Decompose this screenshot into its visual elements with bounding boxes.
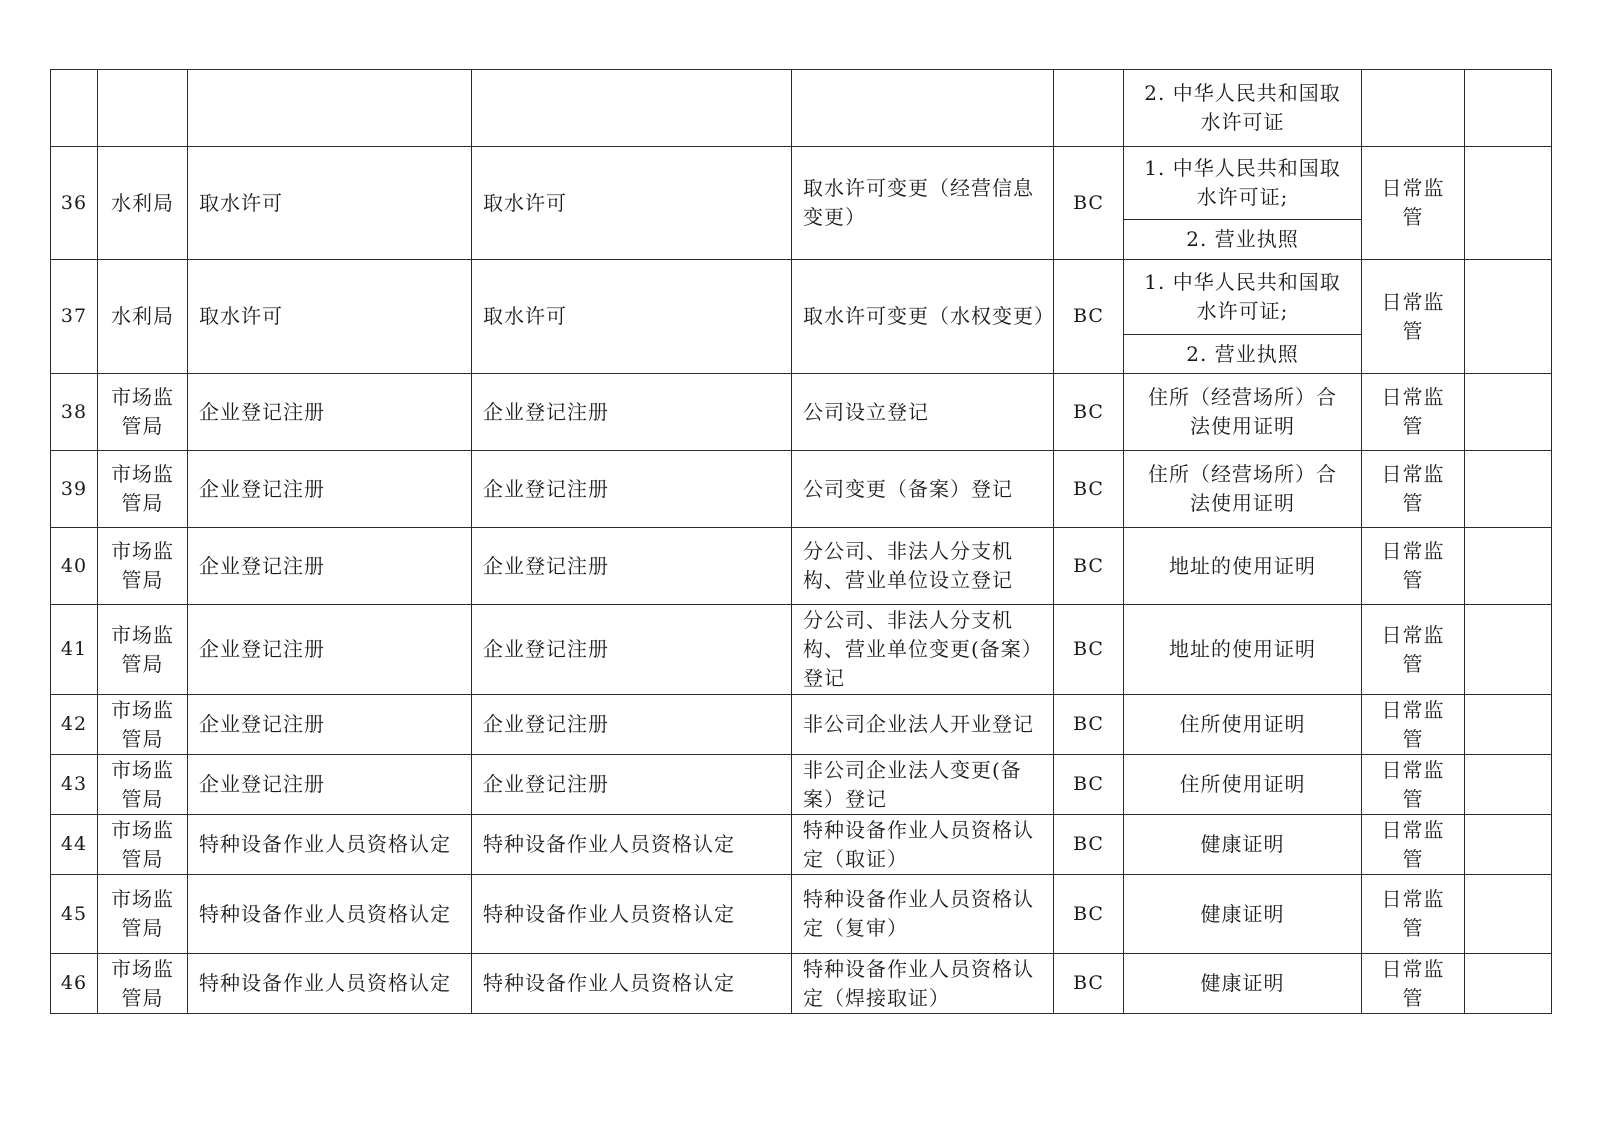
cell-code: BC	[1054, 528, 1124, 605]
cell-business: 取水许可变更（经营信息变更）	[792, 147, 1054, 260]
cell-item: 特种设备作业人员资格认定	[188, 815, 472, 875]
cell-code: BC	[1054, 954, 1124, 1014]
cell-no: 46	[51, 954, 98, 1014]
table-row	[51, 875, 1552, 954]
cell-dept: 水利局	[98, 147, 188, 260]
cell-material: 住所使用证明	[1124, 755, 1362, 815]
cell-sub-item: 取水许可	[472, 260, 792, 374]
cell-code: BC	[1054, 605, 1124, 695]
cell-extra	[1465, 451, 1552, 528]
cell-code: BC	[1054, 755, 1124, 815]
cell-item: 企业登记注册	[188, 528, 472, 605]
cell-sub-item: 企业登记注册	[472, 695, 792, 755]
cell-dept	[98, 70, 188, 147]
cell-material: 地址的使用证明	[1124, 605, 1362, 695]
cell-business: 公司设立登记	[792, 374, 1054, 451]
cell-no: 39	[51, 451, 98, 528]
cell-extra	[1465, 875, 1552, 954]
cell-dept: 市场监管局	[98, 755, 188, 815]
cell-material: 住所（经营场所）合法使用证明	[1124, 374, 1362, 451]
cell-supervision: 日常监管	[1362, 260, 1465, 374]
cell-no: 45	[51, 875, 98, 954]
cell-supervision: 日常监管	[1362, 954, 1465, 1014]
table-row	[51, 695, 1552, 755]
cell-business: 公司变更（备案）登记	[792, 451, 1054, 528]
cell-dept: 市场监管局	[98, 815, 188, 875]
cell-sub-item: 特种设备作业人员资格认定	[472, 815, 792, 875]
cell-code: BC	[1054, 451, 1124, 528]
cell-material: 住所使用证明	[1124, 695, 1362, 755]
cell-material: 健康证明	[1124, 954, 1362, 1014]
cell-sub-item: 取水许可	[472, 147, 792, 260]
cell-business	[792, 70, 1054, 147]
cell-sub-item: 特种设备作业人员资格认定	[472, 875, 792, 954]
cell-no: 44	[51, 815, 98, 875]
cell-dept: 市场监管局	[98, 528, 188, 605]
cell-supervision: 日常监管	[1362, 147, 1465, 260]
cell-dept: 市场监管局	[98, 374, 188, 451]
cell-code	[1054, 70, 1124, 147]
cell-extra	[1465, 954, 1552, 1014]
table-row	[51, 954, 1552, 1014]
table-row	[51, 815, 1552, 875]
cell-material: 地址的使用证明	[1124, 528, 1362, 605]
cell-sub-item: 企业登记注册	[472, 374, 792, 451]
table-row-continued	[51, 70, 1552, 147]
cell-no: 37	[51, 260, 98, 374]
cell-dept: 市场监管局	[98, 605, 188, 695]
cell-item	[188, 70, 472, 147]
cell-extra	[1465, 374, 1552, 451]
cell-material: 2. 中华人民共和国取水许可证	[1124, 70, 1362, 147]
cell-dept: 市场监管局	[98, 451, 188, 528]
table-row	[51, 374, 1552, 451]
cell-no: 36	[51, 147, 98, 260]
cell-item: 取水许可	[188, 147, 472, 260]
cell-item: 企业登记注册	[188, 695, 472, 755]
cell-extra	[1465, 695, 1552, 755]
cell-supervision	[1362, 70, 1465, 147]
cell-item: 企业登记注册	[188, 374, 472, 451]
cell-code: BC	[1054, 260, 1124, 374]
cell-no: 42	[51, 695, 98, 755]
cell-material: 健康证明	[1124, 815, 1362, 875]
cell-material: 1. 中华人民共和国取水许可证;	[1124, 147, 1362, 220]
cell-no	[51, 70, 98, 147]
cell-extra	[1465, 70, 1552, 147]
cell-extra	[1465, 815, 1552, 875]
cell-dept: 水利局	[98, 260, 188, 374]
cell-extra	[1465, 755, 1552, 815]
cell-dept: 市场监管局	[98, 695, 188, 755]
cell-no: 41	[51, 605, 98, 695]
cell-dept: 市场监管局	[98, 875, 188, 954]
table-row	[51, 605, 1552, 695]
cell-code: BC	[1054, 695, 1124, 755]
cell-sub-item: 企业登记注册	[472, 528, 792, 605]
cell-sub-item: 企业登记注册	[472, 605, 792, 695]
cell-supervision: 日常监管	[1362, 695, 1465, 755]
cell-sub-item: 企业登记注册	[472, 451, 792, 528]
cell-business: 特种设备作业人员资格认定（复审）	[792, 875, 1054, 954]
cell-supervision: 日常监管	[1362, 451, 1465, 528]
cell-business: 非公司企业法人变更(备案）登记	[792, 755, 1054, 815]
cell-sub-item: 特种设备作业人员资格认定	[472, 954, 792, 1014]
cell-item: 特种设备作业人员资格认定	[188, 875, 472, 954]
cell-supervision: 日常监管	[1362, 755, 1465, 815]
cell-business: 特种设备作业人员资格认定（取证）	[792, 815, 1054, 875]
cell-code: BC	[1054, 147, 1124, 260]
cell-material: 2. 营业执照	[1124, 335, 1362, 374]
cell-business: 特种设备作业人员资格认定（焊接取证）	[792, 954, 1054, 1014]
cell-business: 分公司、非法人分支机构、营业单位变更(备案）登记	[792, 605, 1054, 695]
cell-material: 住所（经营场所）合法使用证明	[1124, 451, 1362, 528]
cell-business: 分公司、非法人分支机构、营业单位设立登记	[792, 528, 1054, 605]
cell-item: 企业登记注册	[188, 755, 472, 815]
cell-sub-item: 企业登记注册	[472, 755, 792, 815]
cell-item: 特种设备作业人员资格认定	[188, 954, 472, 1014]
cell-no: 40	[51, 528, 98, 605]
cell-item: 企业登记注册	[188, 605, 472, 695]
cell-sub-item	[472, 70, 792, 147]
cell-supervision: 日常监管	[1362, 815, 1465, 875]
cell-extra	[1465, 147, 1552, 260]
table-row	[51, 528, 1552, 605]
cell-extra	[1465, 528, 1552, 605]
cell-material: 健康证明	[1124, 875, 1362, 954]
cell-material: 2. 营业执照	[1124, 220, 1362, 260]
cell-no: 43	[51, 755, 98, 815]
cell-code: BC	[1054, 875, 1124, 954]
cell-item: 取水许可	[188, 260, 472, 374]
cell-business: 取水许可变更（水权变更）	[792, 260, 1054, 374]
cell-extra	[1465, 605, 1552, 695]
cell-no: 38	[51, 374, 98, 451]
cell-extra	[1465, 260, 1552, 374]
cell-code: BC	[1054, 374, 1124, 451]
cell-code: BC	[1054, 815, 1124, 875]
table-row	[51, 451, 1552, 528]
cell-item: 企业登记注册	[188, 451, 472, 528]
cell-supervision: 日常监管	[1362, 374, 1465, 451]
cell-supervision: 日常监管	[1362, 528, 1465, 605]
cell-material: 1. 中华人民共和国取水许可证;	[1124, 260, 1362, 335]
table-row	[51, 147, 1552, 220]
cell-supervision: 日常监管	[1362, 875, 1465, 954]
cell-supervision: 日常监管	[1362, 605, 1465, 695]
cell-dept: 市场监管局	[98, 954, 188, 1014]
cell-business: 非公司企业法人开业登记	[792, 695, 1054, 755]
table-row	[51, 755, 1552, 815]
table-row	[51, 260, 1552, 335]
approval-items-table	[50, 69, 1552, 1014]
